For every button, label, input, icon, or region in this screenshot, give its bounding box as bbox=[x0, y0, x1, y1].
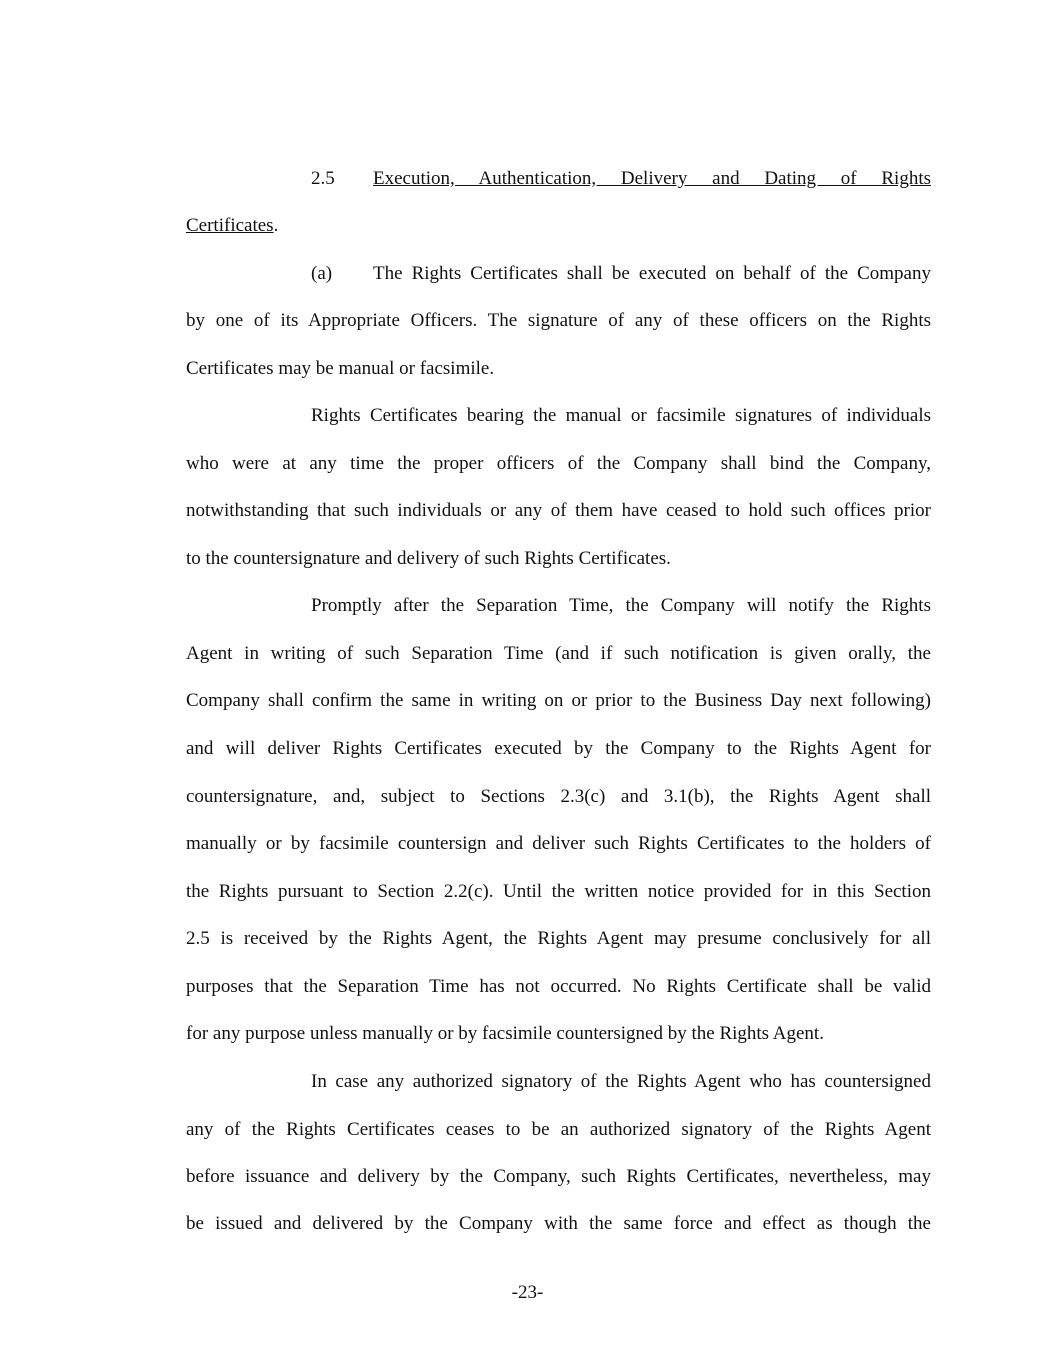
paragraph-line: to the countersignature and delivery of such Rights Certificates. bbox=[186, 548, 671, 569]
paragraph-first-line: In case any authorized signatory of the Rights Agent who has countersigned bbox=[311, 1071, 931, 1092]
section-number: 2.5 bbox=[311, 168, 335, 189]
paragraph-line: manually or by facsimile countersign and deliver such Rights Certificates to the holders of bbox=[186, 833, 931, 854]
section-title-end: . bbox=[273, 215, 279, 236]
subsection-a-label: (a) bbox=[311, 263, 333, 284]
paragraph-line: Certificates may be manual or facsimile. bbox=[186, 358, 495, 379]
subsection-a-first-line: The Rights Certificates shall be executed on behalf of the Company bbox=[373, 263, 931, 284]
paragraph-line: by one of its Appropriate Officers. The signature of any of these officers on the Rights bbox=[186, 310, 931, 331]
paragraph-line: 2.5 is received by the Rights Agent, the Rights Agent may presume conclusively for all bbox=[186, 928, 931, 949]
section-heading bbox=[311, 167, 931, 191]
paragraph-line: Company shall confirm the same in writing on or prior to the Business Day next following) bbox=[186, 690, 931, 711]
paragraph-line: who were at any time the proper officers of the Company shall bind the Company, bbox=[186, 453, 931, 474]
paragraph-line: be issued and delivered by the Company with the same force and effect as though the bbox=[186, 1213, 931, 1234]
paragraph-line: for any purpose unless manually or by facsimile countersigned by the Rights Agent. bbox=[186, 1023, 824, 1044]
paragraph-line: the Rights pursuant to Section 2.2(c). Until the written notice provided for in this Section bbox=[186, 881, 931, 902]
section-title-continued bbox=[186, 214, 931, 238]
paragraph-first-line: Rights Certificates bearing the manual or facsimile signatures of individuals bbox=[311, 405, 931, 426]
section-title-line2: Certificates bbox=[186, 215, 274, 236]
page-number: -23- bbox=[511, 1282, 544, 1303]
paragraph-line: countersignature, and, subject to Sections 2.3(c) and 3.1(b), the Rights Agent shall bbox=[186, 786, 931, 807]
paragraph-line: before issuance and delivery by the Company, such Rights Certificates, nevertheless, may bbox=[186, 1166, 931, 1187]
section-title: Execution, Authentication, Delivery and Dating of Rights bbox=[373, 168, 931, 189]
paragraph-line: and will deliver Rights Certificates executed by the Company to the Rights Agent for bbox=[186, 738, 931, 759]
paragraph-first-line: Promptly after the Separation Time, the Company will notify the Rights bbox=[311, 595, 931, 616]
paragraph-line: purposes that the Separation Time has not occurred. No Rights Certificate shall be valid bbox=[186, 976, 931, 997]
subsection-a-heading bbox=[311, 262, 931, 286]
paragraph-line: any of the Rights Certificates ceases to be an authorized signatory of the Rights Agent bbox=[186, 1119, 931, 1140]
paragraph-line: notwithstanding that such individuals or any of them have ceased to hold such offices prior bbox=[186, 500, 931, 521]
paragraph-line: Agent in writing of such Separation Time (and if such notification is given orally, the bbox=[186, 643, 931, 664]
